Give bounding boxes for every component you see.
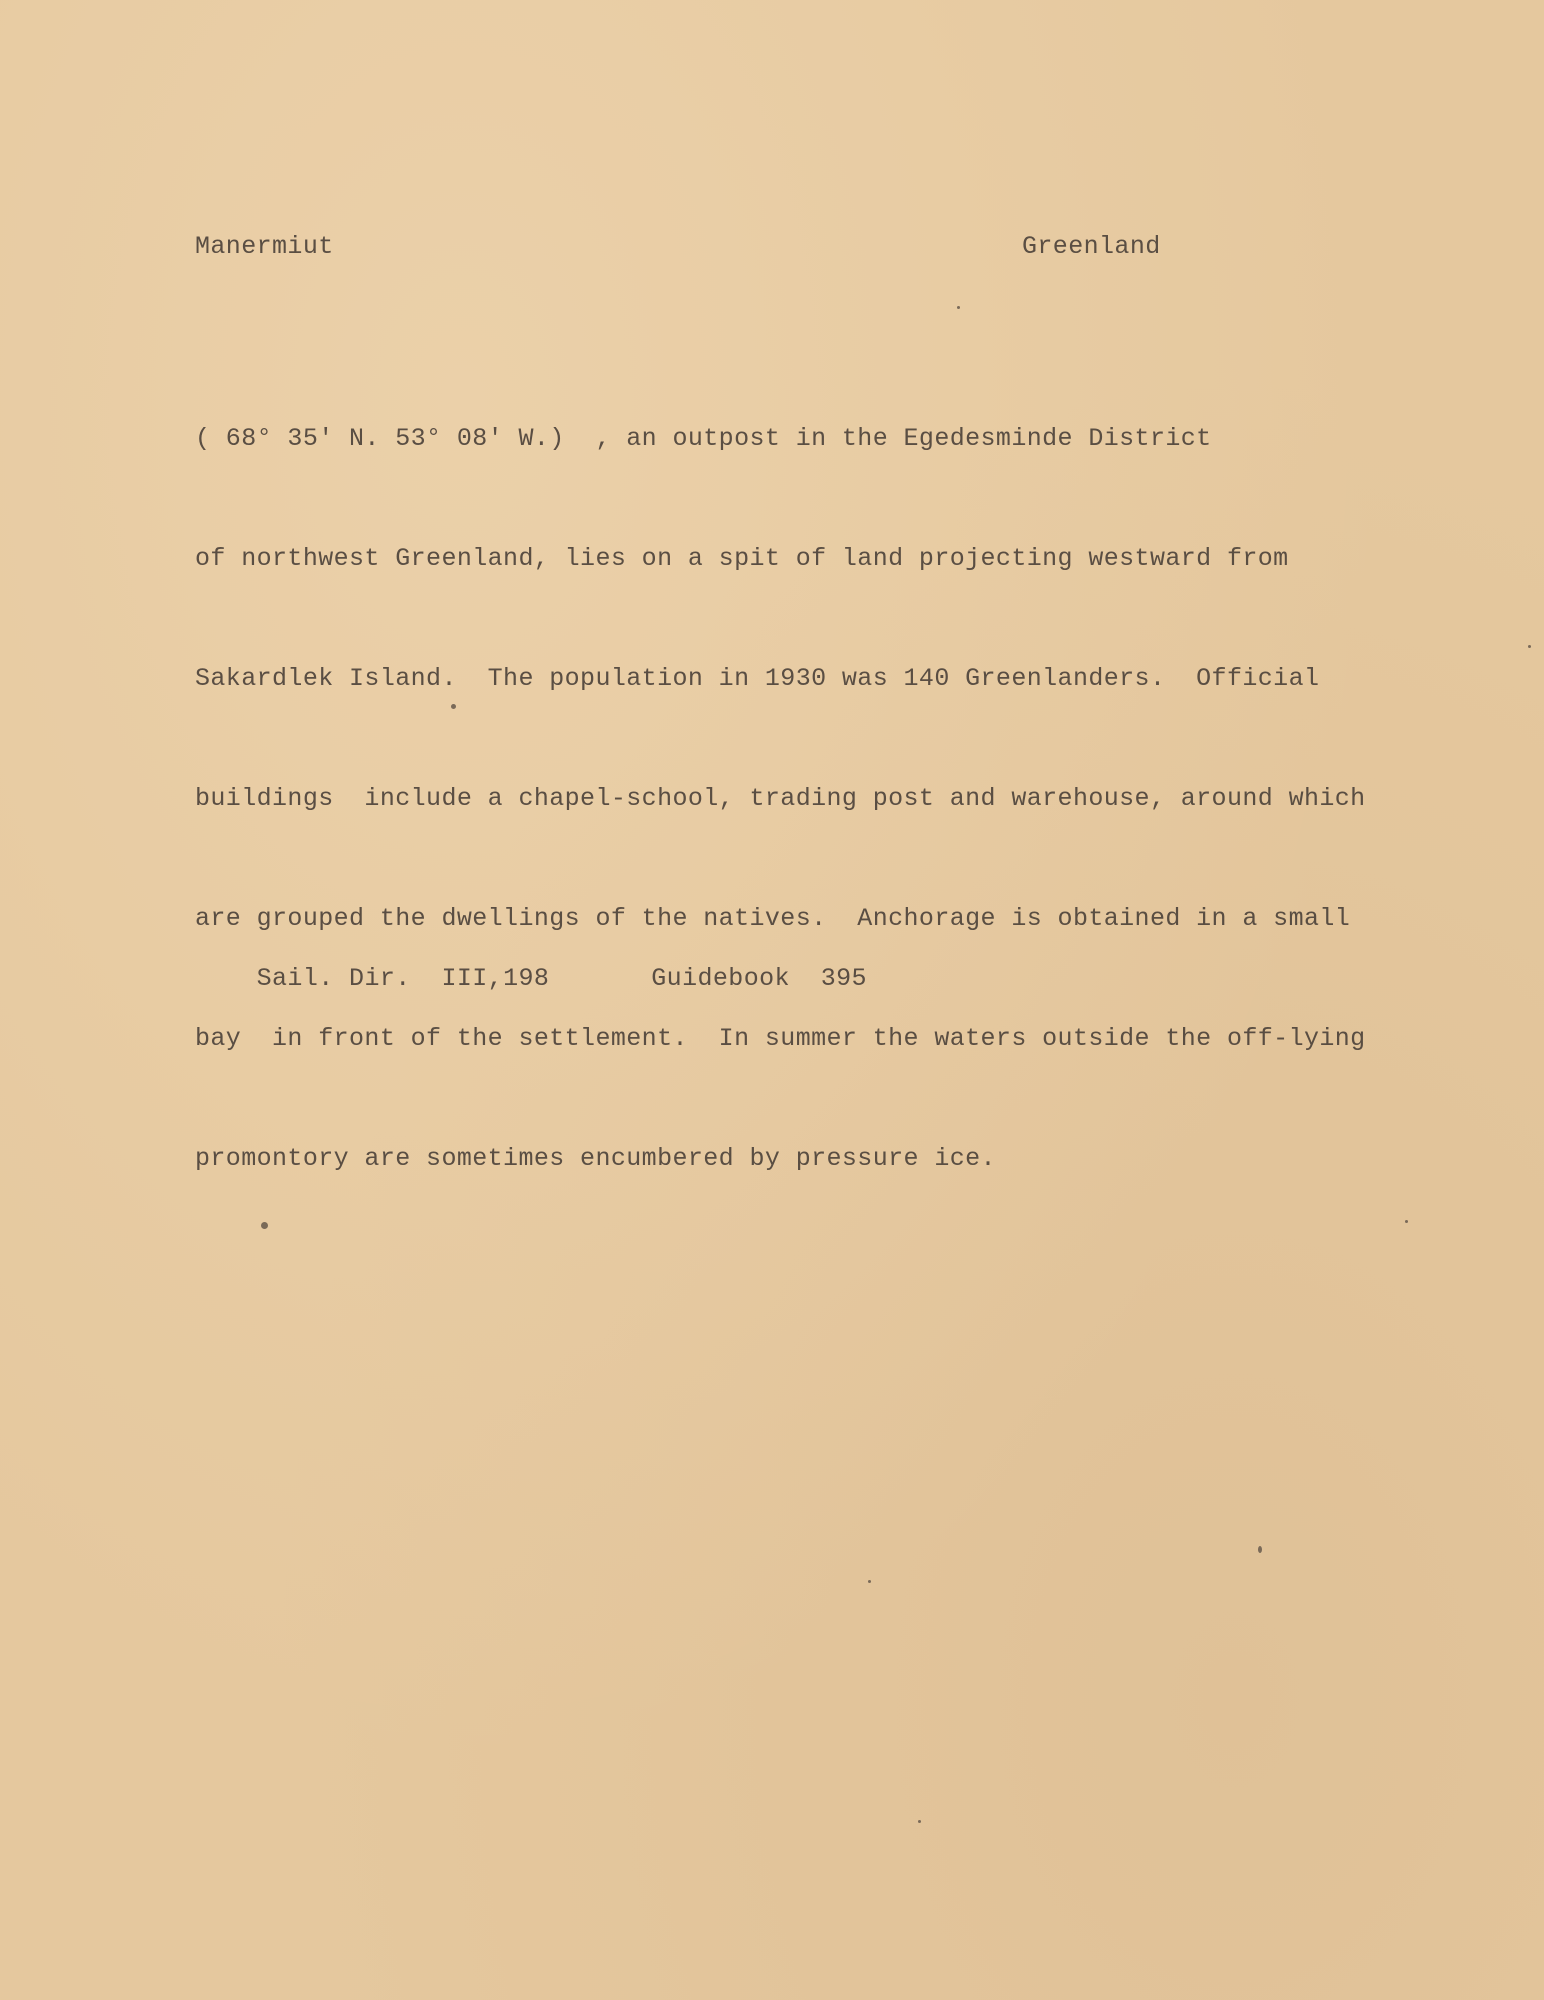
paper-speck: [261, 1222, 268, 1229]
description-line: ( 68° 35' N. 53° 08' W.) , an outpost in the Egedesminde District: [195, 424, 1212, 453]
paper-speck: [918, 1820, 921, 1823]
description-line: Sakardlek Island. The population in 1930 was 140 Greenlanders. Official: [195, 664, 1320, 693]
description-line: bay in front of the settlement. In summer the waters outside the off-lying: [195, 1024, 1366, 1053]
description-line: promontory are sometimes encumbered by pressure ice.: [195, 1144, 996, 1173]
paper-speck: [868, 1580, 871, 1583]
sailing-directions-reference: Sail. Dir. III,198: [256, 964, 550, 993]
description-line: are grouped the dwellings of the natives. Anchorage is obtained in a small: [195, 904, 1351, 933]
paper-speck: [451, 704, 456, 709]
description-paragraph: [195, 350, 1395, 1248]
place-name-heading: Manermiut: [195, 232, 334, 261]
source-references: [195, 935, 867, 1022]
description-line: of northwest Greenland, lies on a spit of land projecting westward from: [195, 544, 1289, 573]
region-heading: Greenland: [1022, 232, 1161, 261]
description-line: buildings include a chapel-school, trading post and warehouse, around which: [195, 784, 1366, 813]
paper-speck: [1528, 645, 1531, 648]
paper-speck: [1405, 1220, 1408, 1223]
guidebook-reference: Guidebook 395: [651, 964, 867, 993]
paper-speck: [957, 306, 960, 309]
paper-speck: [1258, 1546, 1262, 1553]
